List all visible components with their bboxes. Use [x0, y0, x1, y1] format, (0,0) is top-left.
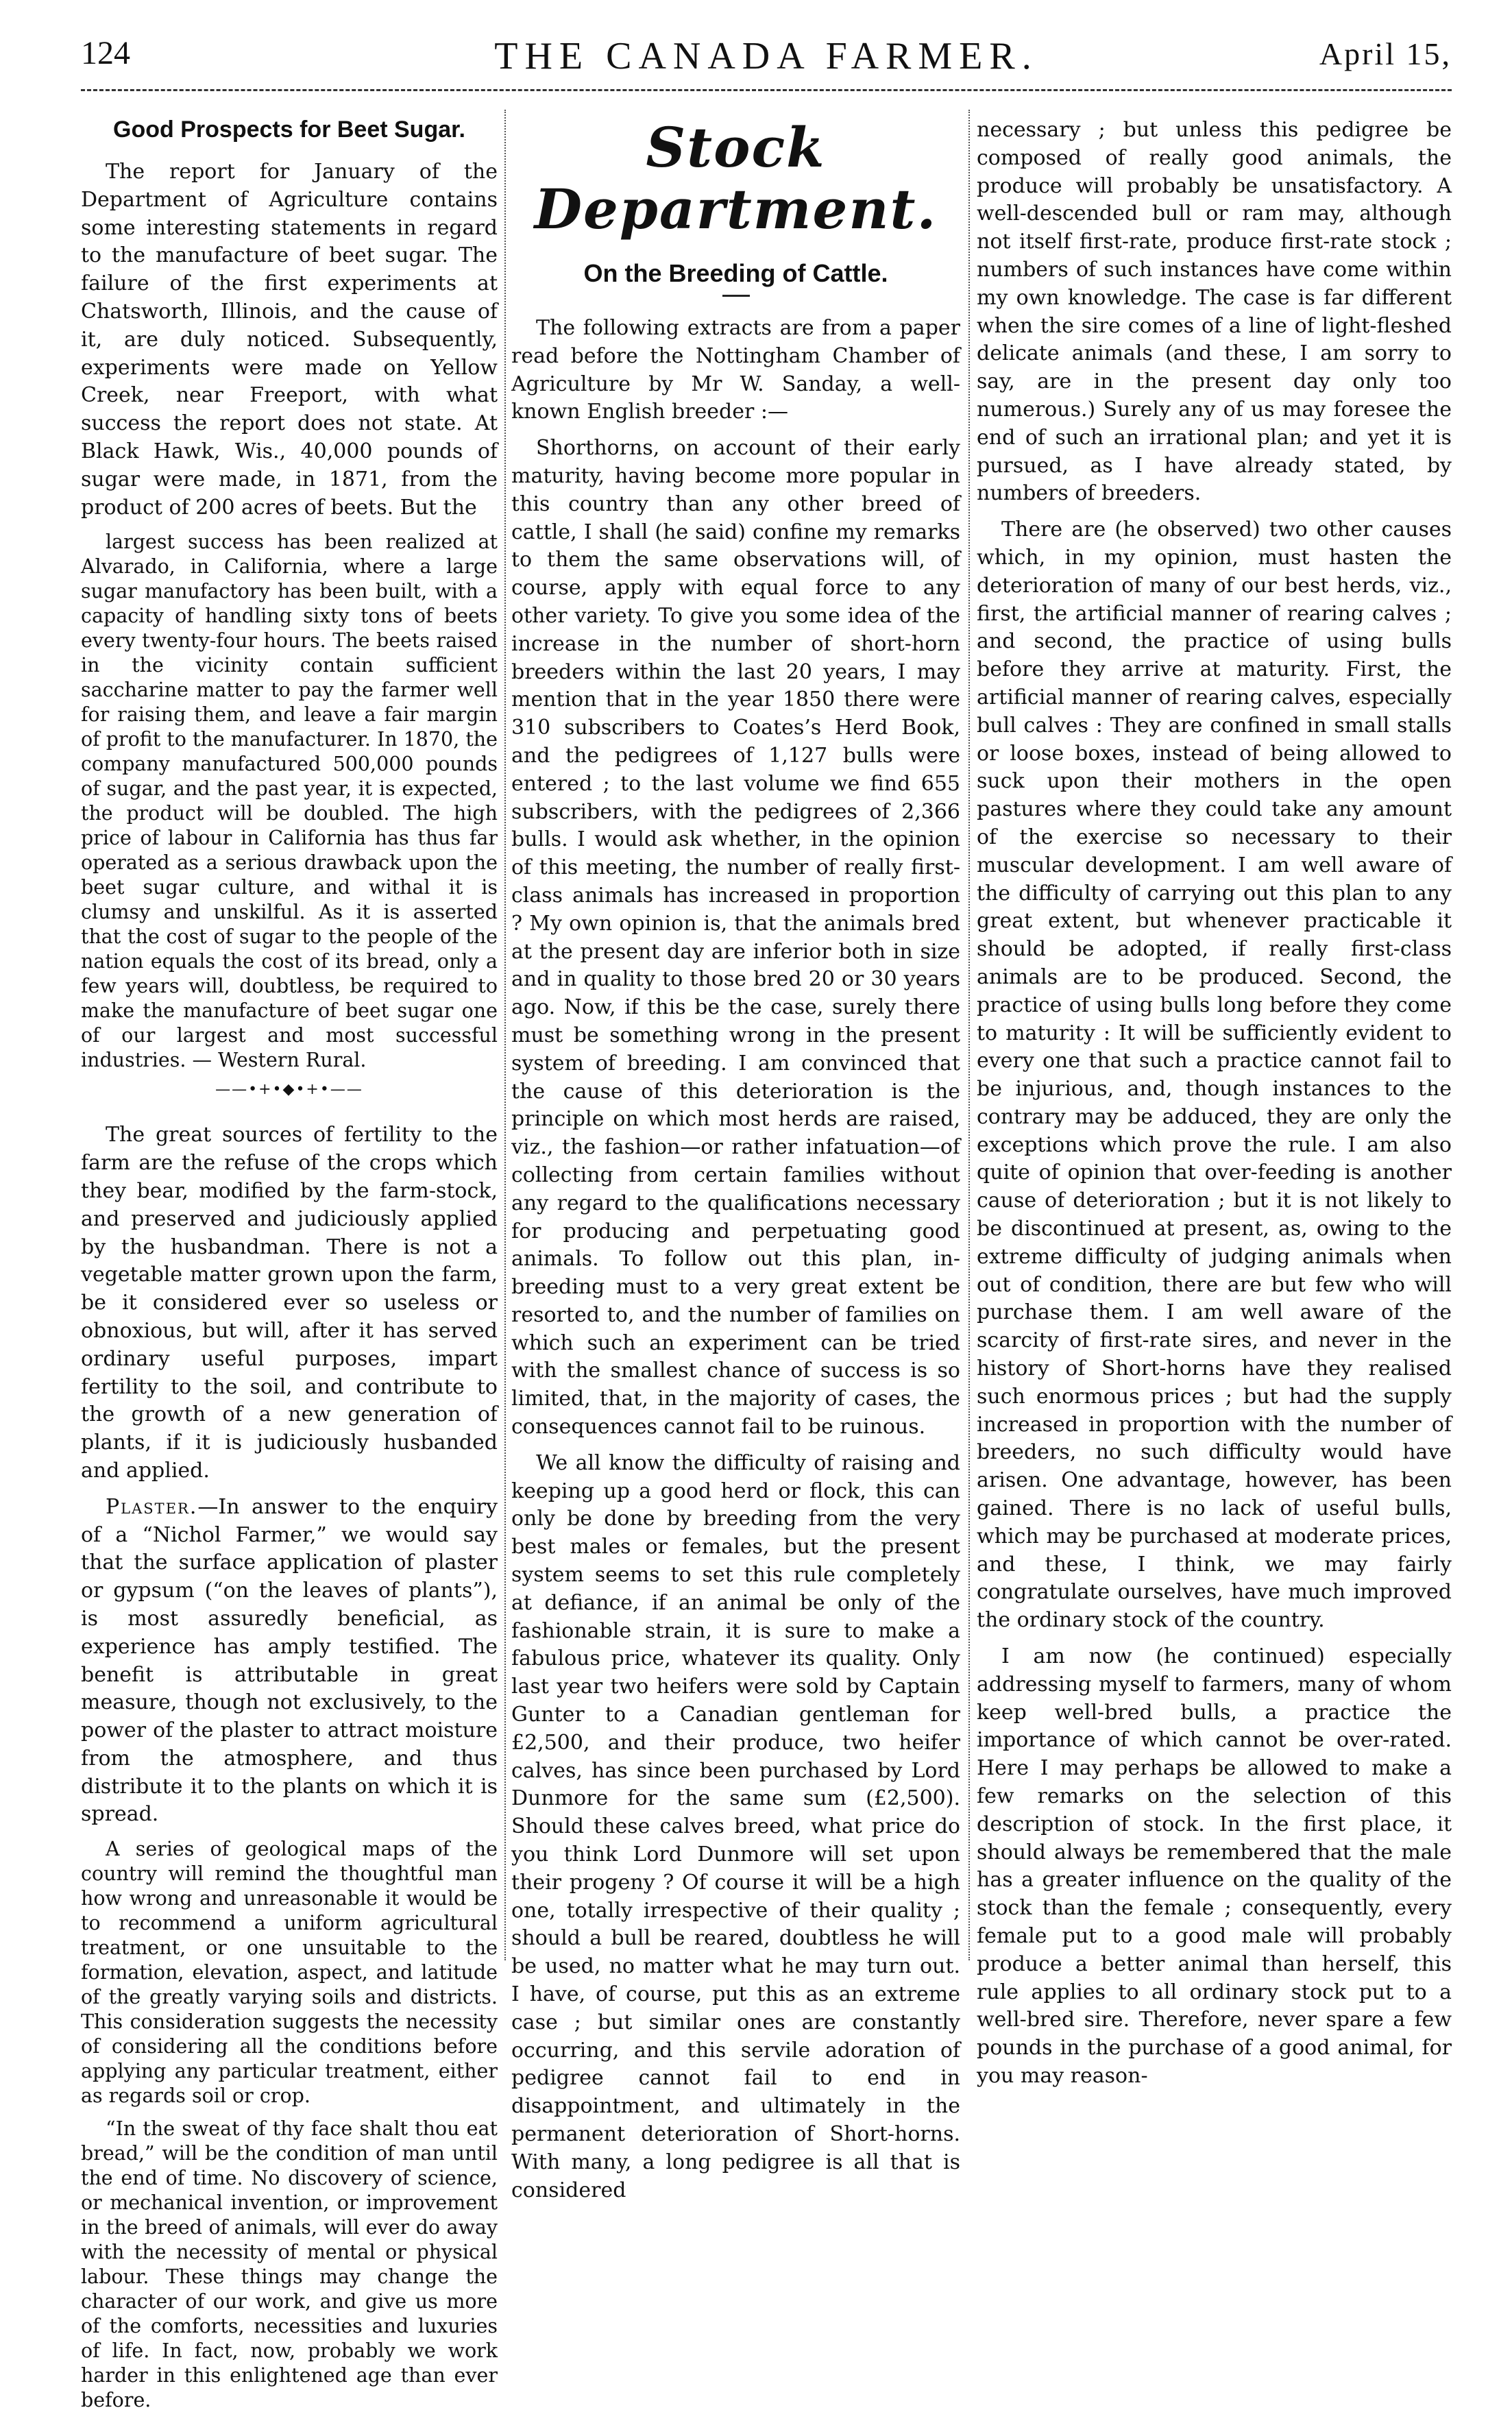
fertility-paragraph: The great sources of fertility to the farm are the refuse of the crops which they bear, modified by the farm-stock, and preserved and judiciously applied by the husbandman. There is not a vegetable matter grown upon the farm, be it considered ever so useless or obnoxious, but will, after it has served ordinary useful purposes, impart fertility to the soil, and contribute to the growth of a new generation of plants, if it is judiciously husbanded and applied. — [81, 1123, 498, 1483]
article-title-beet-sugar: Good Prospects for Beet Sugar. — [113, 117, 465, 143]
department-heading: Stock Department. — [534, 115, 938, 241]
column-middle — [511, 117, 960, 2213]
plaster-text: —In answer to the enquiry of a “Nichol Farmer,” we would say that the surface application of plaster or gypsum (“on the leaves of plants”), is most assuredly beneficial, as experience has amply testified. The benefit is attributable in great measure, though not exclusively, to the power of the plaster to attract moisture from the atmosphere, and thus distribute it to the plants on which it is spread. — [81, 1494, 498, 1827]
breeding-continued-paragraph: I am now (he continued) especially addressing myself to farmers, many of whom keep well-bred bulls, a practice the importance of which cannot be over-rated. Here I may perhaps be allowed to make a few remarks on the selection of this description of stock. In the first place, it should always be remembered that the male has a greater influence on the quality of the stock than the female ; consequently, every female put to a good male will probably produce a better animal than herself, this rule applies to all ordinary stock put to a well-bred sire. Therefore, never spare a few pounds in the purchase of a good animal, for you may reason- — [977, 1644, 1452, 2088]
breeding-paragraph: We all know the difficulty of raising and keeping up a good herd or flock, this can only be done by breeding from the very best males or females, but the present system seems to set this rule completely at defiance, if an animal be only of the fashionable strain, it is sure to make a fabulous price, whatever its quality. Only last year two heifers were sold by Captain Gunter to a Canadian gentleman for £2,500, and their produce, two heifer calves, has since been purchased by Lord Dunmore for the same sum (£2,500). Should these calves breed, what price do you think Lord Dunmore will set upon their progeny ? Of course it will be a high one, totally irrespective of their quality ; should a bull be reared, doubtless he will be used, no matter what he may turn out. I have, of course, put this as an extreme case ; but similar ones are constantly occurring, and this servile adoration of pedigree cannot fail to end in disappointment, and ultimately in the permanent deterioration of Short-horns. With many, a long pedigree is all that is considered — [511, 1450, 960, 2202]
issue-date: April 15, — [1319, 36, 1452, 71]
labour-paragraph: “In the sweat of thy face shalt thou eat bread,” will be the condition of man until the end of time. No discovery of science, or mechanical invention, or improvement in the breed of animals, will ever do away with the necessity of mental or physical labour. These things may change the character of our work, and give us more of the comforts, necessities and luxuries of life. In fact, now, probably we work harder in this enlightened age than ever before. — [81, 2117, 498, 2412]
column-divider — [504, 110, 506, 1960]
plaster-lead: Plaster. — [106, 1494, 198, 1519]
column-right — [977, 117, 1452, 2099]
page-header — [81, 34, 1452, 82]
column-divider — [968, 110, 970, 1960]
geology-paragraph: A series of geological maps of the country will remind the thoughtful man how wrong and unreasonable it would be to recommend a uniform agricultural treatment, or one unsuitable to the formation, elevation, aspect, and latitude of the greatly varying soils and districts. This consideration suggests the necessity of considering all the conditions before applying any particular treatment, either as regards soil or crop. — [81, 1838, 498, 2108]
breeding-continued-paragraph: There are (he observed) two other causes which, in my opinion, must hasten the deterioration of many of our best herds, viz., first, the artificial manner of rearing calves ; and second, the practice of using bulls before they arrive at maturity. First, the artificial manner of rearing calves, especially bull calves : They are confined in small stalls or loose boxes, instead of being allowed to suck upon their mothers in the open pastures where they could take any amount of the exercise so necessary to their muscular development. I am well aware of the difficulty of carrying out this plan to any great extent, but whenever practicable it should be adopted, if really first-class animals are to be produced. Second, the practice of using bulls long before they come to maturity : It will be sufficiently evident to every one that such a practice cannot fail to be injurious, and, though instances to the contrary may be adduced, they are only the exceptions which prove the rule. I am also quite of opinion that over-feeding is another cause of deterioration ; but it is not likely to be discontinued at present, as, owing to the extreme difficulty of judging animals when out of condition, there are but few who will purchase them. I am well aware of the scarcity of first-rate sires, and never in the history of Short-horns have they realised such enormous prices ; but had the supply increased in proportion with the number of breeders, no such difficulty would have arisen. One advantage, however, has been gained. There is no lack of useful bulls, which may be purchased at moderate prices, and these, I think, we may fairly congratulate ourselves, have much improved the ordinary stock of the country. — [977, 518, 1452, 1633]
breeding-intro: The following extracts are from a paper read before the Nottingham Chamber of Agriculture by Mr W. Sanday, a well-known English breeder :— — [511, 316, 960, 424]
beet-sugar-paragraph: largest success has been realized at Alvarado, in California, where a large sugar manufactory has been built, with a capacity of handling sixty tons of beets every twenty-four hours. The beets raised in the vicinity contain sufficient saccharine matter to pay the farmer well for raising them, and leave a fair margin of profit to the manufacturer. In 1870, the company manufactured 500,000 pounds of sugar, and the past year, it is expected, the product will be doubled. The high price of labour in California has thus far operated as a serious drawback upon the beet sugar culture, and withal it is clumsy and unskilful. As it is asserted that the cost of sugar to the people of the nation equals the cost of its bread, only a few years will, doubtless, be required to make the manufacture of beet sugar one of our largest and most successful industries. — Western Rural. — [81, 531, 498, 1072]
header-rule — [81, 89, 1452, 91]
beet-sugar-paragraph: The report for January of the Department of Agriculture contains some interesting statements in regard to the manufacture of beet sugar. The failure of the first experiments at Chatsworth, Illinois, and the cause of it, are duly noticed. Subsequently, experiments were made on Yellow Creek, near Freeport, with what success the report does not state. At Black Hawk, Wis., 40,000 pounds of sugar were made, in 1871, from the product of 200 acres of beets. But the — [81, 160, 498, 520]
plaster-paragraph — [81, 1494, 498, 1829]
title-dash — [722, 295, 750, 297]
breeding-paragraph: Shorthorns, on account of their early maturity, having become more popular in this country than any other breed of cattle, I shall (he said) confine my remarks to them the same observations will, of course, apply with equal force to any other variety. To give you some idea of the increase in the number of short-horn breeders within the last 20 years, I may mention that in the year 1850 there were 310 subscribers to Coates’s Herd Book, and the pedigrees of 1,127 bulls were entered ; to the last volume we find 655 subscribers, with the pedigrees of 2,366 bulls. I would ask whether, in the opinion of this meeting, the number of really first-class animals has increased in proportion ? My own opinion is, that the animals bred at the present day are inferior both in size and in quality to those bred 20 or 30 years ago. Now, if this be the case, surely there must be something wrong in the present system of breeding. I am convinced that the cause of this deterioration is the principle on which most herds are raised, viz., the fashion—or rather infatuation—of collecting from certain families without any regard to the qualifications necessary for producing and perpetuating good animals. To follow out this plan, in-breeding must to a very great extent be resorted to, and the number of families on which such an experiment can be tried with the smallest chance of success is so limited, that, in the majority of cases, the consequences cannot fail to be ruinous. — [511, 436, 960, 1439]
column-left — [81, 117, 498, 2421]
page-number: 124 — [81, 35, 130, 71]
journal-title: THE CANADA FARMER. — [494, 35, 1038, 77]
article-title-breeding: On the Breeding of Cattle. — [583, 259, 888, 287]
breeding-continued-paragraph: necessary ; but unless this pedigree be composed of really good animals, the produce will probably be unsatisfactory. A well-descended bull or ram may, although not itself first-rate, produce first-rate stock ; numbers of such instances have come within my own knowledge. The case is far different when the sire comes of a line of light-fleshed delicate animals (and these, I am sorry to say, are in the present day only too numerous.) Surely any of us may foresee the end of such an irrational plan; and yet it is pursued, as I have already stated, by numbers of breeders. — [977, 118, 1452, 506]
section-ornament: ——•+•◆•+•—— — [215, 1081, 363, 1099]
